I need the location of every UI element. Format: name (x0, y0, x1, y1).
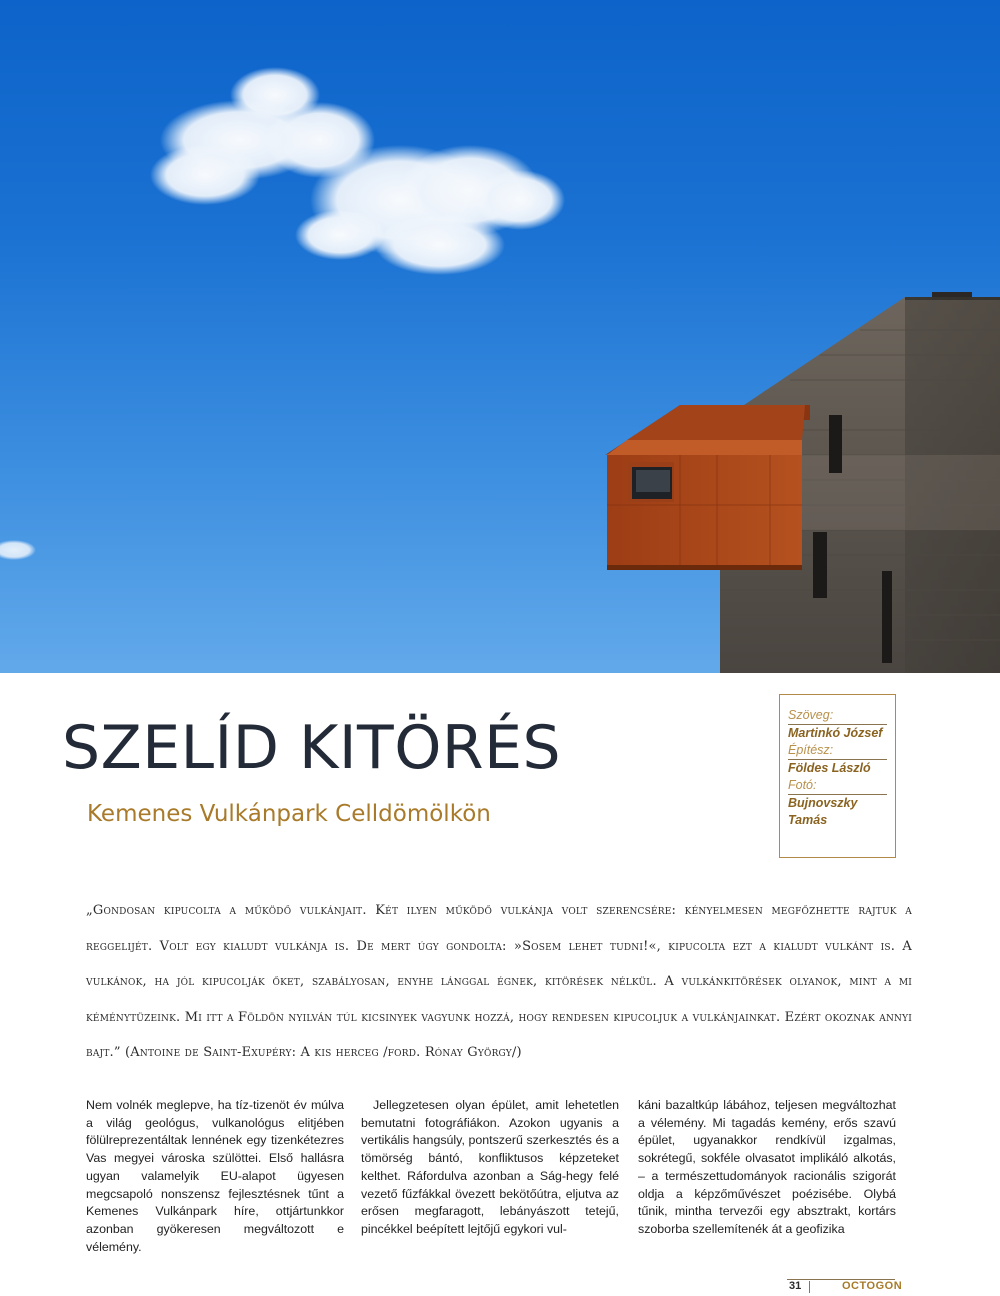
article-title: SZELÍD KITÖRÉS (62, 713, 562, 783)
article-subtitle: Kemenes Vulkánpark Celldömölkön (87, 801, 491, 827)
credit-name-text: Martinkó József (788, 726, 883, 740)
body-column-1: Nem volnék meglepve, ha tíz-tizenöt év múlva a világ geológus, vulkanológus elitjében fölülreprezentáltak lennének egy tizenkétezres Vas megyei városka szülöttei. Első hallásra ugyan valamelyik EU-alapot ügyesen megcsapoló nonszensz fejlesztésnek tűnt a Kemenes Vulkánpark híre, ottjártunkkor azonban gyökeresen megváltozott e vélemény. (86, 1098, 344, 1254)
credit-role-architect: Építész: (788, 742, 887, 760)
magazine-brand: OCTOGON (842, 1280, 903, 1292)
credit-role-text: Szöveg: (788, 707, 887, 725)
epigraph-quote: „Gondosan kipucolta a működő vulkánjait. Két ilyen működő vulkánja volt szerencsére: kényelmesen megfőzhette rajtuk a reggelijét. Volt egy kialudt vulkánja is. De mert úgy gondolta: »Sosem lehet tudni!«, kipucolta ezt a kialudt vulkánt is. A vulkánok, ha jól kipucolják őket, szabályosan, enyhe lánggal égnek, kitörések nélkül. A vulkánkitörések olyanok, mint a mi kéménytüzeink. Mi itt a Földön nyilván túl kicsinyek vagyunk hozzá, hogy rendesen kipucoljuk a vulkánjainkat. Ezért okoznak annyi bajt.” (Antoine de Saint-Exupéry: A kis herceg /ford. Rónay György/) (86, 903, 912, 1060)
credit-role-photo: Fotó: (788, 777, 887, 795)
page-number: 31 (789, 1280, 802, 1292)
credit-name-photo: Bujnovszky Tamás (788, 796, 858, 827)
body-column-2: Jellegzetesen olyan épület, amit lehetetlen bemutatni fotográfiákon. Azokon ugyanis a vertikális hangsúly, pontszerű szerkesztés és a tömörség bántó, konfliktusos képzeteket kelthet. Ráfordulva azonban a Ság-hegy felé vezető fűzfákkal övezett bekötőútra, eljutva az erősen megfaragott, lebányászott tetejű, pincékkel beépített lejtőjű egykori vul- (361, 1098, 619, 1236)
credits-box (779, 694, 896, 858)
footer-separator (809, 1281, 810, 1293)
body-column-3: káni bazaltkúp lábához, teljesen megváltozhat a vélemény. Mi tagadás kemény, erős szavú épület, ugyanakkor rendkívül izgalmas, sokrétegű, sokféle olvasatot implikáló alkotás, – a természettudományok racionális szigorát oldja a képzőművészet poézisébe. Olybá tűnik, mintha tervezői egy absztrakt, kortárs szoborba szellemítenék át a geofizika (638, 1098, 896, 1236)
cloud (150, 67, 565, 275)
credit-name-architect: Földes László (788, 761, 871, 775)
